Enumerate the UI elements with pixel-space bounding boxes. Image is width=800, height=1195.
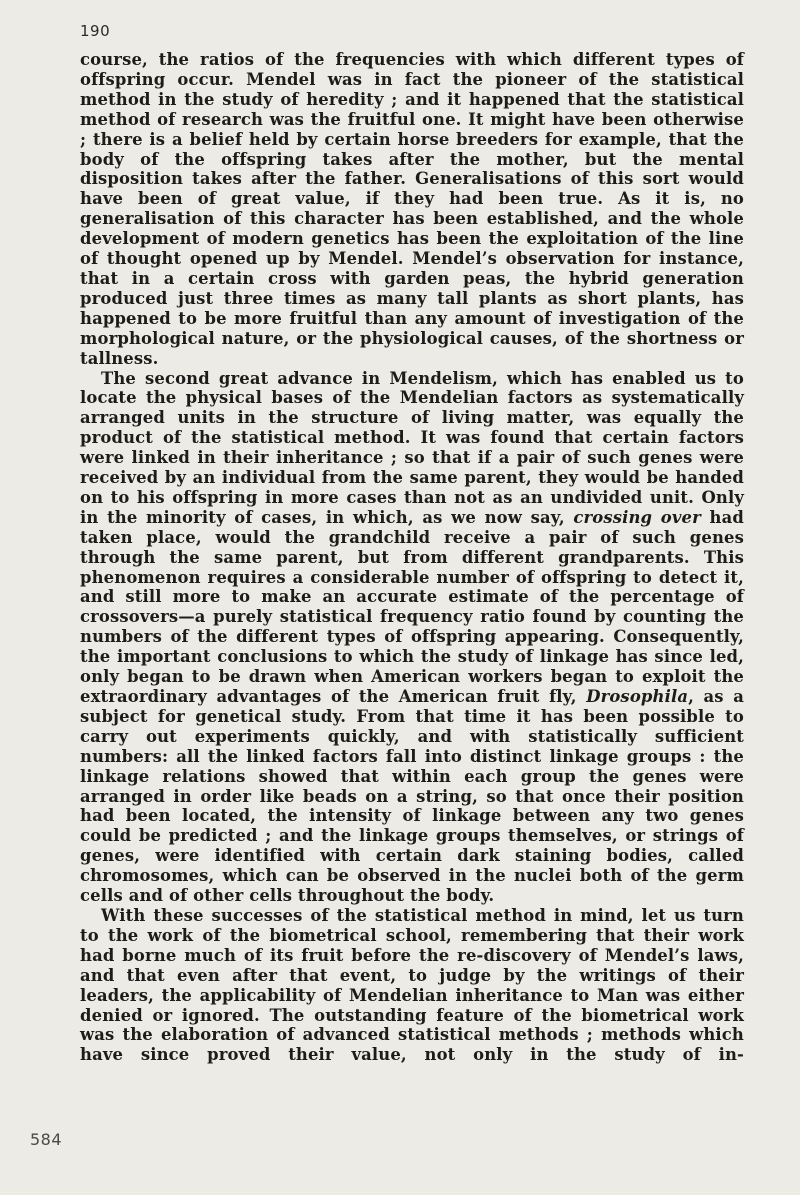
- paragraph: [80, 906, 744, 1065]
- italic-term: Drosophila: [586, 687, 689, 706]
- body-text: [80, 50, 744, 1065]
- paragraph-text: With these successes of the statistical method in mind, let us turn to the work of the biometrical school, remembering that their work had borne much of its fruit before the re-discovery of Mendel’s laws, and that even after that event, to judge by the writings of their leaders, the applicability of Mendelian inheritance to Man was either denied or ignored. The outstanding feature of the biometrical work was the elaboration of advanced statistical methods ; methods which have since proved their value, not only in the study of in-: [80, 905, 744, 1065]
- page-number: 190: [80, 22, 111, 40]
- folio-number: 584: [30, 1130, 63, 1149]
- paragraph-text: , as a subject for genetical study. From that time it has been possible to carry out experiments quickly, and with statistically sufficient numbers: all the linked factors fall into distinct linkage groups : the linkage relations showed that within each group the genes were arranged in order like beads on a string, so that once their position had been located, the intensity of linkage between any two genes could be predicted ; and the linkage groups themselves, or strings of genes, were identified with certain dark staining bodies, called chromosomes, which can be observed in the nuclei both of the germ cells and of other cells throughout the body.: [80, 687, 744, 906]
- paragraph-text: had taken place, would the grandchild receive a pair of such genes through the same parent, but from different grandparents. This phenomenon requires a considerable number of offspring to detect it, and still more to make an accurate estimate of the percentage of crossovers—a purely statistical frequency ratio found by counting the numbers of the different types of offspring appearing. Consequently, the important conclusions to which the study of linkage has since led, only began to be drawn when American workers began to exploit the extraordinary advantages of the American fruit fly,: [80, 507, 744, 706]
- paragraph: [80, 369, 744, 906]
- paragraph-text: course, the ratios of the frequencies with which different types of offspring occur. Mendel was in fact the pioneer of the statistical method in the study of heredity ; and it happened that the statistical method of research was the fruitful one. It might have been otherwise ; there is a belief held by certain horse breeders for example, that the body of the offspring takes after the mother, but the mental disposition takes after the father. Generalisations of this sort would have been of great value, if they had been true. As it is, no generalisation of this character has been established, and the whole development of modern genetics has been the exploitation of the line of thought opened up by Mendel. Mendel’s observation for instance, that in a certain cross with garden peas, the hybrid generation produced just three times as many tall plants as short plants, has happened to be more fruitful than any amount of investigation of the morphological nature, or the physiological causes, of the shortness or tallness.: [80, 50, 744, 368]
- italic-term: crossing over: [573, 507, 701, 527]
- paragraph-text: The second great advance in Mendelism, which has enabled us to locate the physical bases of the Mendelian factors as systematically arranged units in the structure of living matter, was equally the product of the statistical method. It was found that certain factors were linked in their inheritance ; so that if a pair of such genes were received by an individual from the same parent, they would be handed on to his offspring in more cases than not as an undivided unit. Only in the minority of cases, in which, as we now say,: [80, 368, 744, 527]
- paragraph: [80, 50, 744, 369]
